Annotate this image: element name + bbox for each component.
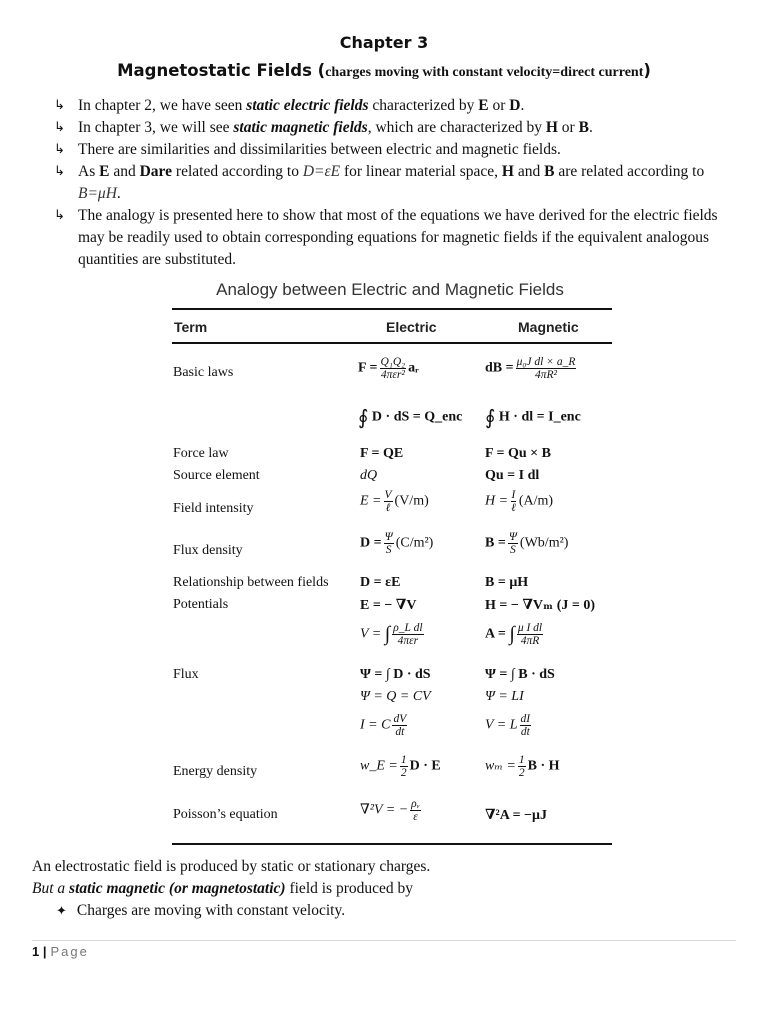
inline-equation: D=εE: [302, 163, 341, 180]
eq-biot-savart: dB = $\frac{\text{μ₀J dl × a\_R}}{\text{4πR²}}$: [485, 356, 576, 381]
eq-electric-poisson: ∇²V = − $\frac{\text{ρᵥ}}{\varepsilon}$: [360, 798, 420, 823]
figure-title: Analogy between Electric and Magnetic Fields: [216, 280, 564, 299]
bullet-item: ↳ The analogy is presented here to show that most of the equations we have derived for the electric fields may be readily used to obtain corresponding equations for magnetic fields if the equivalent analogous quantities are substituted.: [54, 207, 718, 268]
table-header-rule: [172, 342, 612, 344]
eq-magnetic-potential-integral: A = ∫ $\frac{\text{μ I dl}}{4\pi R}$: [485, 622, 543, 647]
eq-capacitance: Ψ = Q = CV: [360, 689, 431, 704]
header-electric: Electric: [386, 319, 437, 335]
eq-electric-potential-integral: V = ∫ $\frac{\text{ρ\_L dl}}{\text{4πεr}}$: [360, 622, 423, 647]
inline-equation: B=μH: [78, 185, 117, 202]
term-basic-laws: Basic laws: [173, 365, 234, 380]
arrow-bullet-icon: ↳: [54, 142, 65, 157]
eq-magnetic-flux: Ψ = ∫ B · dS: [485, 667, 555, 682]
arrow-bullet-icon: ↳: [54, 208, 65, 223]
subtitle-detail: charges moving with constant velocity=direct current: [325, 65, 644, 80]
eq-electric-field: E = $\frac{V}{\text{ℓ}}$ (V/m): [360, 489, 429, 514]
eq-magnetic-potential: H = − ∇Vₘ (J = 0): [485, 598, 595, 613]
term-flux: Flux: [173, 667, 199, 682]
eq-electric-flux: Ψ = ∫ D · dS: [360, 667, 431, 682]
term-force-law: Force law: [173, 446, 229, 461]
eq-voltage: V = L $\frac{dI}{dt}$: [485, 713, 531, 738]
bullet-item: ↳ There are similarities and dissimilarities between electric and magnetic fields.: [52, 139, 742, 161]
eq-electric-force: F = QE: [360, 446, 404, 461]
arrow-bullet-icon: ↳: [54, 164, 65, 179]
star-bullet-icon: ✦: [56, 904, 67, 919]
page-footer: 1 | Page: [32, 944, 89, 959]
eq-ampere: ∮ H · dl = I_enc: [485, 407, 581, 429]
term-source-element: Source element: [173, 468, 260, 483]
bullet-item: ↳ As E and Dare related according to D=εE for linear material space, H and B are related according to B=μH.: [54, 163, 705, 202]
eq-electric-source: dQ: [360, 468, 378, 483]
header-magnetic: Magnetic: [518, 319, 579, 335]
eq-magnetic-energy: wₘ = $\frac{1}{2}$ B · H: [485, 754, 560, 779]
arrow-bullet-icon: ↳: [54, 98, 65, 113]
eq-electric-potential: E = − ∇V: [360, 598, 417, 613]
table-top-rule: [172, 308, 612, 310]
term-field-intensity: Field intensity: [173, 501, 254, 516]
eq-gauss: ∮ D · dS = Q_enc: [358, 407, 463, 429]
bullet-item: ↳ In chapter 3, we will see static magnetic fields, which are characterized by H or B.: [52, 117, 742, 139]
eq-electric-energy: w_E = $\frac{1}{2}$ D · E: [360, 754, 441, 779]
eq-electric-relationship: D = εE: [360, 575, 401, 590]
eq-inductance: Ψ = LI: [485, 689, 524, 704]
eq-magnetic-field: H = $\frac{I}{\text{ℓ}}$ (A/m): [485, 489, 554, 514]
eq-current: I = C $\frac{dV}{dt}$: [360, 713, 407, 738]
eq-coulomb: F = $\frac{\text{Q₁Q₂}}{\text{4πεr²}}$ aᵣ: [358, 356, 419, 381]
page-subtitle: Magnetostatic Fields (charges moving with constant velocity=direct current): [117, 61, 651, 80]
eq-magnetic-force: F = Qu × B: [485, 446, 552, 461]
term-poisson: Poisson’s equation: [173, 807, 278, 822]
closing-text-line: But a static magnetic (or magnetostatic) field is produced by: [32, 880, 414, 897]
analogy-table-figure: [160, 276, 612, 848]
header-term: Term: [174, 319, 208, 335]
eq-magnetic-relationship: B = μH: [485, 575, 529, 590]
closing-text-line: An electrostatic field is produced by static or stationary charges.: [32, 858, 431, 875]
footer-divider: [32, 940, 736, 941]
bullet-item: ↳ In chapter 2, we have seen static electric fields characterized by E or D.: [52, 95, 742, 117]
term-potentials: Potentials: [173, 597, 229, 612]
term-flux-density: Flux density: [173, 543, 243, 558]
footer-page-label: Page: [50, 944, 89, 959]
closing-bullet-item: ✦ Charges are moving with constant velocity.: [56, 902, 346, 919]
page-title: Chapter 3: [339, 33, 429, 52]
eq-magnetic-flux-density: B = $\frac{\Psi}{S}$ (Wb/m²): [485, 531, 569, 556]
term-relationship: Relationship between fields: [173, 575, 329, 590]
arrow-bullet-icon: ↳: [54, 120, 65, 135]
term-energy-density: Energy density: [173, 764, 258, 779]
eq-magnetic-source: Qu = I dl: [485, 468, 540, 483]
table-bottom-rule: [172, 843, 612, 845]
eq-electric-flux-density: D = $\frac{\Psi}{S}$ (C/m²): [360, 531, 434, 556]
eq-magnetic-poisson: ∇²A = −μJ: [485, 808, 547, 823]
bullet-list: [52, 95, 742, 271]
